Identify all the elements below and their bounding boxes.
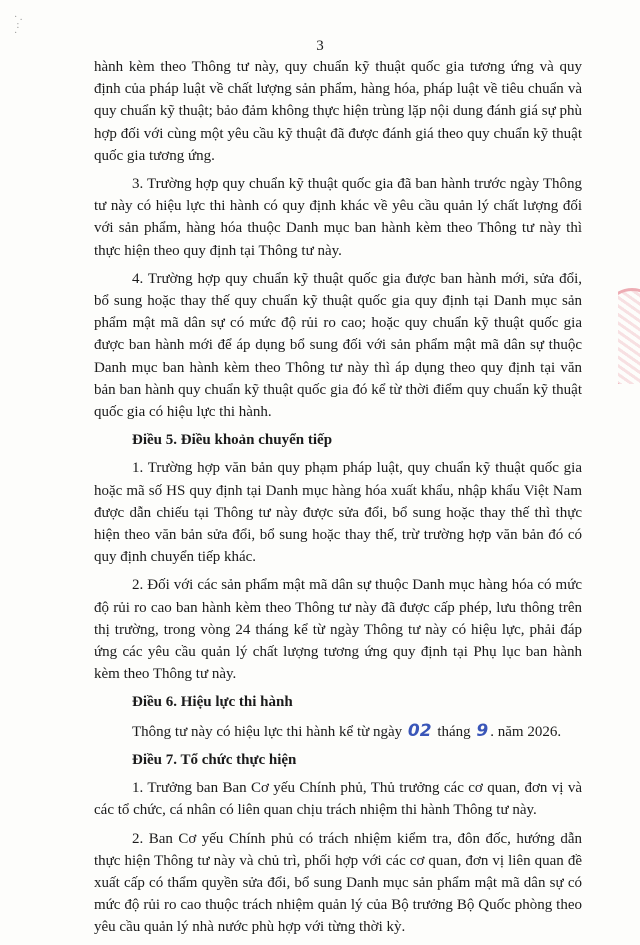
effective-text: Thông tư này có hiệu lực thi hành kể từ ngày — [132, 723, 403, 740]
article-6-heading: Điều 6. Hiệu lực thi hành — [132, 694, 293, 711]
paragraph-clause-3: 3. Trường hợp quy chuẩn kỹ thuật quốc gia đã ban hành trước ngày Thông tư này có hiệu lực thi hành có quy định khác về yêu cầu quản lý chất lượng đối với sản phẩm, hàng hóa thuộc Danh mục ban hành kèm theo Thông tư này thì thực hiện theo quy định tại Thông tư này. — [94, 176, 582, 259]
handwritten-month: 9 — [476, 720, 489, 741]
article-7-heading: Điều 7. Tổ chức thực hiện — [132, 751, 297, 768]
article-5-clause-1: 1. Trường hợp văn bản quy phạm pháp luật, quy chuẩn kỹ thuật quốc gia hoặc mã số HS quy định tại Danh mục hàng hóa xuất khẩu, nhập khẩu Việt Nam được dẫn chiếu tại Thông tư này được sửa đổi, bổ sung hoặc thay thế thì thực hiện theo văn bản sửa đổi, bổ sung hoặc thay thế, trừ trường hợp văn bản đó có quy định chuyển tiếp khác. — [94, 460, 582, 566]
red-seal-edge — [618, 288, 640, 384]
document-body — [94, 56, 582, 945]
handwritten-day: 02 — [407, 720, 432, 741]
paragraph-clause-4: 4. Trường hợp quy chuẩn kỹ thuật quốc gia được ban hành mới, sửa đổi, bổ sung hoặc thay thế quy chuẩn kỹ thuật quốc gia quy định tại Danh mục sản phẩm mật mã dân sự có mức độ rủi ro cao; hoặc quy chuẩn kỹ thuật quốc gia được ban hành mới để áp dụng bổ sung đối với sản phẩm mật mã dân sự thuộc Danh mục ban hành kèm theo Thông tư này thì áp dụng theo quy định tại văn bản ban hành quy chuẩn kỹ thuật quốc gia đó kể từ thời điểm quy chuẩn kỹ thuật quốc gia có hiệu lực thi hành. — [94, 270, 582, 421]
page-number: 3 — [316, 38, 324, 54]
scan-corner-marks: · . : · — [14, 12, 23, 39]
article-5-heading: Điều 5. Điều khoản chuyển tiếp — [132, 432, 333, 449]
article-6-effective-date — [94, 720, 582, 743]
article-5-clause-2: 2. Đối với các sản phẩm mật mã dân sự thuộc Danh mục hàng hóa có mức độ rủi ro cao ban hành kèm theo Thông tư này đã được cấp phép, lưu thông trên thị trường, trong vòng 24 tháng kể từ ngày Thông tư này có hiệu lực, phải đáp ứng các yêu cầu quản lý chất lượng tương ứng quy định tại Phụ lục ban hành kèm theo Thông tư này. — [94, 577, 582, 683]
article-7-clause-1: 1. Trưởng ban Ban Cơ yếu Chính phủ, Thủ trưởng các cơ quan, đơn vị và các tổ chức, cá nhân có liên quan chịu trách nhiệm thi hành Thông tư này. — [94, 780, 582, 819]
article-7-clause-2: 2. Ban Cơ yếu Chính phủ có trách nhiệm kiểm tra, đôn đốc, hướng dẫn thực hiện Thông tư này và chủ trì, phối hợp với các cơ quan, đơn vị liên quan đề xuất cấp có thẩm quyền sửa đổi, bổ sung Danh mục sản phẩm mật mã dân sự có mức độ rủi ro cao thuộc trách nhiệm quản lý của Bộ trưởng Bộ Quốc phòng theo yêu cầu quản lý nhà nước phù hợp với từng thời kỳ. — [94, 830, 582, 936]
month-word: tháng — [437, 723, 471, 740]
year-text: . năm 2026. — [490, 723, 562, 740]
paragraph-continued: hành kèm theo Thông tư này, quy chuẩn kỹ thuật quốc gia tương ứng và quy định của pháp luật về chất lượng sản phẩm, hàng hóa, pháp luật về tiêu chuẩn và quy chuẩn kỹ thuật; bảo đảm không thực hiện trùng lặp nội dung đánh giá sự phù hợp đối với cùng một yêu cầu kỹ thuật đã được đánh giá theo quy chuẩn kỹ thuật quốc gia tương ứng. — [94, 59, 582, 164]
